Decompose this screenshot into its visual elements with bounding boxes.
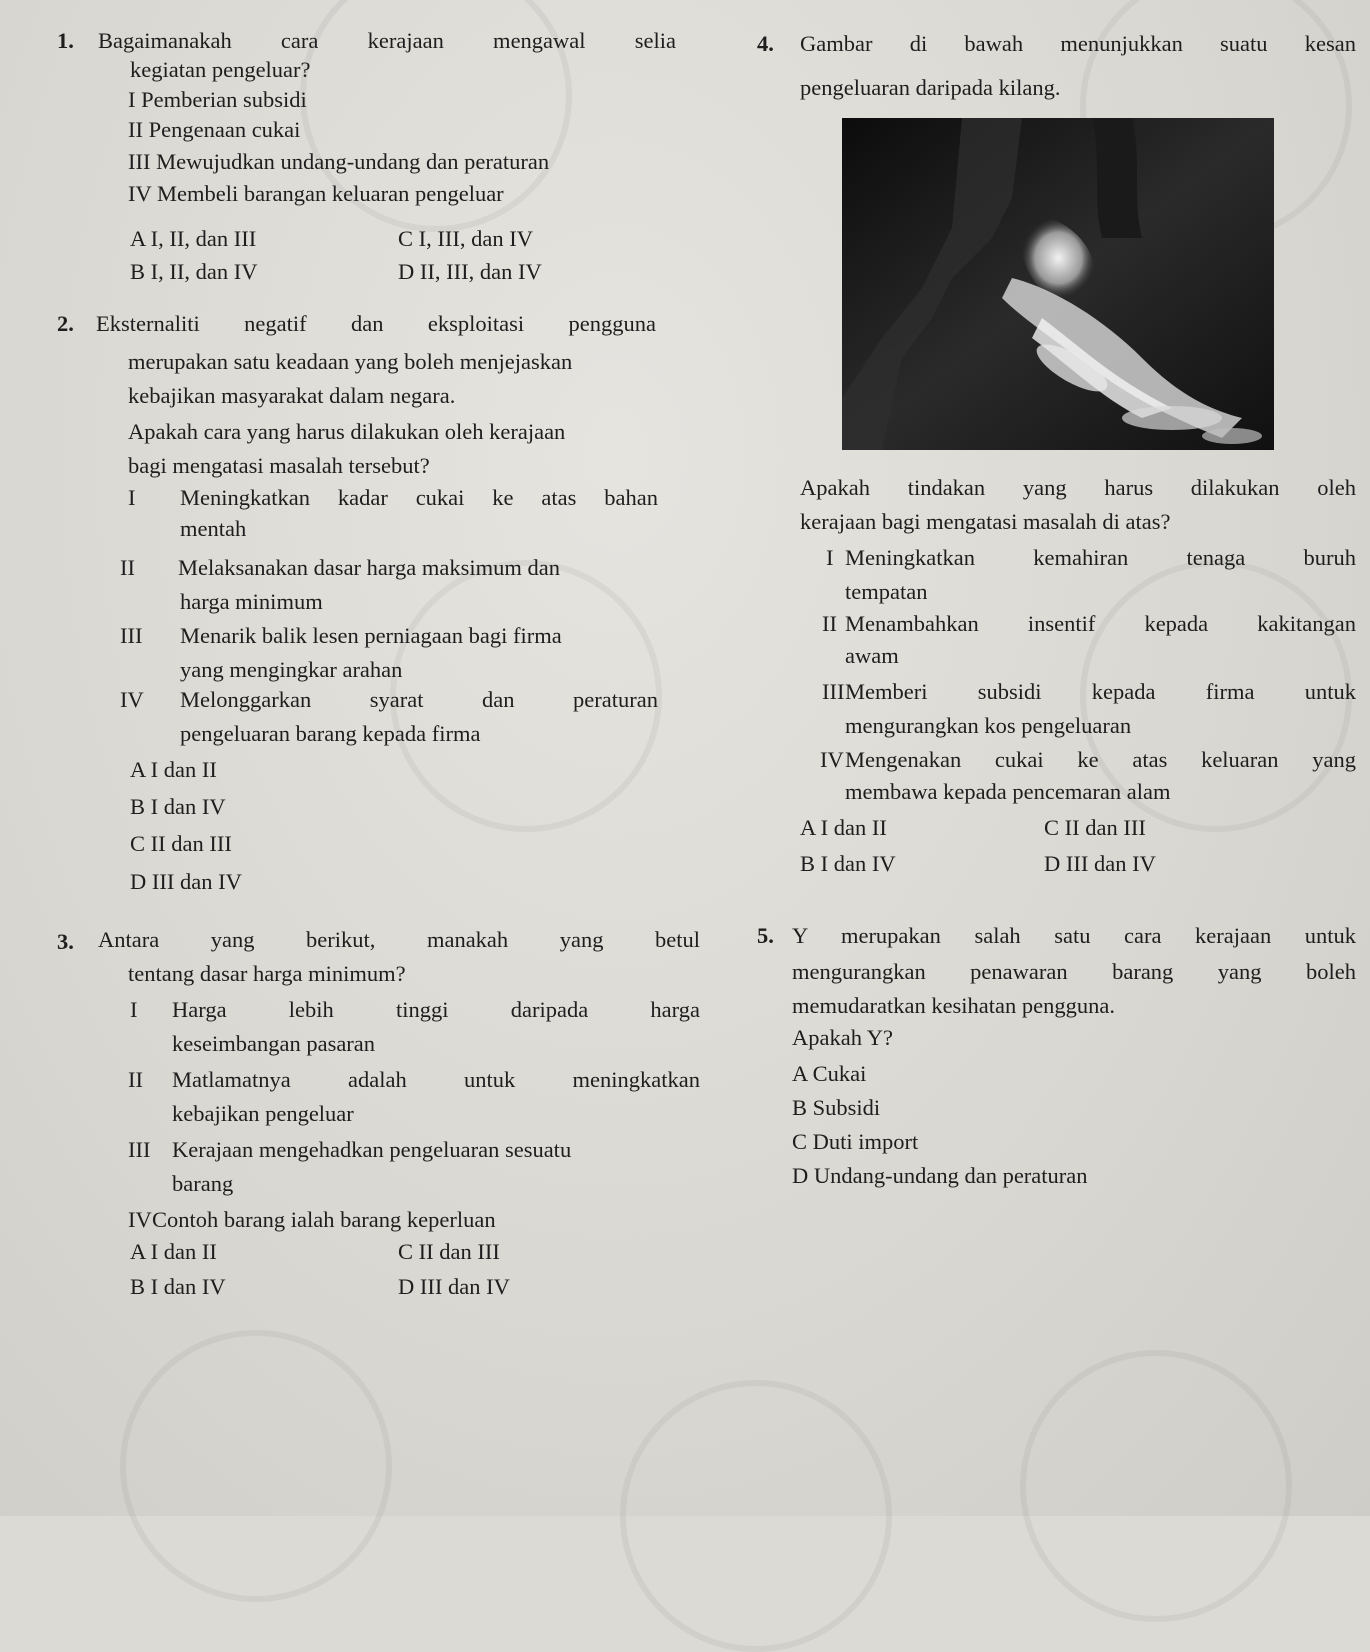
answer-option-d[interactable]: D II, III, dan IV: [398, 259, 542, 284]
question-number: 5.: [757, 923, 774, 948]
statement-text: Memberi subsidi kepada firma untuk: [845, 679, 1356, 704]
question-text: Apakah tindakan yang harus dilakukan oleh: [800, 475, 1356, 500]
answer-option-c[interactable]: C II dan III: [398, 1239, 500, 1264]
question-stem: kegiatan pengeluar?: [130, 57, 311, 82]
answer-option-c[interactable]: C Duti import: [792, 1129, 919, 1154]
question-number: 2.: [57, 311, 74, 336]
question-number: 3.: [57, 929, 74, 954]
answer-option-d[interactable]: D III dan IV: [398, 1274, 510, 1299]
watermark-seal: [120, 1330, 392, 1602]
answer-option-b[interactable]: B I dan IV: [800, 851, 896, 876]
statement-number: III: [128, 1137, 151, 1162]
pollution-image: [842, 118, 1274, 450]
statement-text: keseimbangan pasaran: [172, 1031, 376, 1056]
question-stem: tentang dasar harga minimum?: [128, 961, 406, 986]
answer-option-a[interactable]: A Cukai: [792, 1061, 867, 1086]
factory-pollution-photo: [842, 118, 1274, 450]
statement-text: kebajikan pengeluar: [172, 1101, 354, 1126]
answer-option-a[interactable]: A I, II, dan III: [130, 226, 257, 251]
question-number: 1.: [57, 28, 74, 53]
question-number: 4.: [757, 31, 774, 56]
statement-text: mentah: [180, 516, 247, 541]
statement-text: yang mengingkar arahan: [180, 657, 403, 682]
question-stem: bagi mengatasi masalah tersebut?: [128, 453, 430, 478]
question-stem: Y merupakan salah satu cara kerajaan untuk: [792, 923, 1356, 948]
statement-text: Contoh barang ialah barang keperluan: [152, 1207, 496, 1232]
question-stem: Bagaimanakah cara kerajaan mengawal selia: [98, 28, 676, 53]
statement-text: awam: [845, 643, 899, 668]
statement-text: tempatan: [845, 579, 928, 604]
question-stem: Eksternaliti negatif dan eksploitasi pengguna: [96, 311, 656, 336]
answer-option-b[interactable]: B I dan IV: [130, 794, 226, 819]
answer-option-b[interactable]: B Subsidi: [792, 1095, 881, 1120]
statement-text: Kerajaan mengehadkan pengeluaran sesuatu: [172, 1137, 572, 1162]
question-stem: merupakan satu keadaan yang boleh menjejaskan: [128, 349, 573, 374]
statement-text: Menambahkan insentif kepada kakitangan: [845, 611, 1356, 636]
statement-number: II: [128, 1067, 143, 1092]
statement-text: mengurangkan kos pengeluaran: [845, 713, 1132, 738]
statement-number: IV: [128, 1207, 152, 1232]
answer-option-a[interactable]: A I dan II: [800, 815, 887, 840]
statement-text: Melonggarkan syarat dan peraturan: [180, 687, 658, 712]
answer-option-a[interactable]: A I dan II: [130, 757, 217, 782]
statement-text: harga minimum: [180, 589, 323, 614]
statement-number: II: [120, 555, 135, 580]
statement-item: III Mewujudkan undang-undang dan peraturan: [128, 149, 550, 174]
question-stem: mengurangkan penawaran barang yang boleh: [792, 959, 1356, 984]
question-stem: Antara yang berikut, manakah yang betul: [98, 927, 700, 952]
statement-text: membawa kepada pencemaran alam: [845, 779, 1171, 804]
statement-number: III: [822, 679, 845, 704]
answer-option-c[interactable]: C II dan III: [130, 831, 232, 856]
question-stem: memudaratkan kesihatan pengguna.: [792, 993, 1116, 1018]
statement-text: Matlamatnya adalah untuk meningkatkan: [172, 1067, 700, 1092]
statement-text: pengeluaran barang kepada firma: [180, 721, 481, 746]
statement-number: IV: [820, 747, 844, 772]
statement-item: II Pengenaan cukai: [128, 117, 301, 142]
question-text: Apakah Y?: [792, 1025, 893, 1050]
question-stem: Gambar di bawah menunjukkan suatu kesan: [800, 31, 1356, 56]
answer-option-c[interactable]: C II dan III: [1044, 815, 1146, 840]
statement-number: IV: [120, 687, 144, 712]
question-stem: kebajikan masyarakat dalam negara.: [128, 383, 456, 408]
answer-option-a[interactable]: A I dan II: [130, 1239, 217, 1264]
statement-number: I: [130, 997, 138, 1022]
statement-number: I: [826, 545, 834, 570]
statement-text: Meningkatkan kadar cukai ke atas bahan: [180, 485, 658, 510]
statement-number: II: [822, 611, 837, 636]
answer-option-d[interactable]: D III dan IV: [130, 869, 242, 894]
watermark-seal: [1020, 1350, 1292, 1622]
answer-option-c[interactable]: C I, III, dan IV: [398, 226, 533, 251]
statement-item: IV Membeli barangan keluaran pengeluar: [128, 181, 504, 206]
question-text: kerajaan bagi mengatasi masalah di atas?: [800, 509, 1171, 534]
question-stem: pengeluaran daripada kilang.: [800, 75, 1061, 100]
statement-text: Harga lebih tinggi daripada harga: [172, 997, 700, 1022]
statement-text: Melaksanakan dasar harga maksimum dan: [178, 555, 560, 580]
answer-option-b[interactable]: B I dan IV: [130, 1274, 226, 1299]
answer-option-d[interactable]: D III dan IV: [1044, 851, 1156, 876]
statement-text: Mengenakan cukai ke atas keluaran yang: [845, 747, 1356, 772]
statement-text: Meningkatkan kemahiran tenaga buruh: [845, 545, 1356, 570]
answer-option-d[interactable]: D Undang-undang dan peraturan: [792, 1163, 1088, 1188]
statement-text: barang: [172, 1171, 234, 1196]
statement-text: Menarik balik lesen perniagaan bagi firma: [180, 623, 562, 648]
statement-number: I: [128, 485, 136, 510]
watermark-seal: [620, 1380, 892, 1652]
answer-option-b[interactable]: B I, II, dan IV: [130, 259, 258, 284]
question-stem: Apakah cara yang harus dilakukan oleh kerajaan: [128, 419, 566, 444]
statement-number: III: [120, 623, 143, 648]
statement-item: I Pemberian subsidi: [128, 87, 307, 112]
